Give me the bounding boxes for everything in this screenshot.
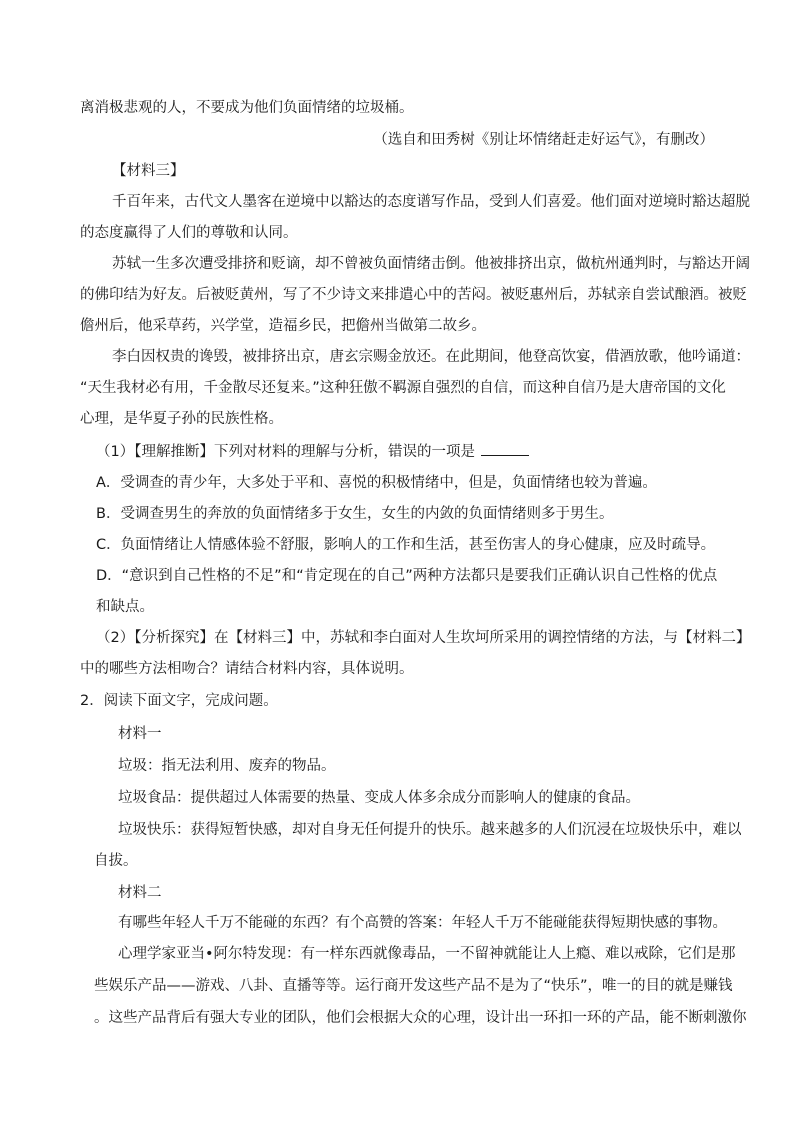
text-line: 儋州后，他采草药，兴学堂，造福乡民，把儋州当做第二故乡。 bbox=[80, 318, 486, 334]
question-1 bbox=[96, 441, 529, 462]
option-d-continued: 和缺点。 bbox=[96, 599, 154, 615]
text-line: “天生我材必有用，千金散尽还复来。”这种狂傲不羁源自强烈的自信，而这种自信乃是大唐帝国的文化 bbox=[80, 380, 726, 396]
text-line: 的态度赢得了人们的尊敬和认同。 bbox=[80, 225, 298, 241]
text-line: 李白因权贵的谗毁，被排挤出京，唐玄宗赐金放还。在此期间，他登高饮宴，借酒放歌，他吟诵道： bbox=[112, 349, 750, 365]
text-line: 心理学家亚当•阿尔特发现：有一样东西就像毒品，一不留神就能让人上瘾、难以戒除，它们是那 bbox=[118, 946, 736, 962]
question-2: （2）【分析探究】在【材料三】中，苏轼和李白面对人生坎坷所采用的调控情绪的方法，与【材料二】 bbox=[96, 630, 751, 646]
text-line: 苏轼一生多次遭受排挤和贬谪，却不曾被负面情绪击倒。他被排挤出京，做杭州通判时，与豁达开阔 bbox=[112, 256, 750, 272]
option-a: A．受调查的青少年，大多处于平和、喜悦的积极情绪中，但是，负面情绪也较为普遍。 bbox=[96, 475, 657, 491]
question-1-text: （1）【理解推断】下列对材料的理解与分析，错误的一项是 bbox=[96, 444, 475, 460]
text-line: 垃圾：指无法利用、废弃的物品。 bbox=[118, 758, 336, 774]
text-line: 垃圾快乐：获得短暂快感，却对自身无任何提升的快乐。越来越多的人们沉浸在垃圾快乐中，难以 bbox=[118, 822, 742, 838]
problem-2-heading: 2．阅读下面文字，完成问题。 bbox=[80, 693, 278, 709]
text-line: 自拔。 bbox=[94, 853, 138, 869]
text-line: 垃圾食品：提供超过人体需要的热量、变成人体多余成分而影响人的健康的食品。 bbox=[118, 790, 640, 806]
text-line: 离消极悲观的人，不要成为他们负面情绪的垃圾桶。 bbox=[80, 100, 414, 116]
text-line: 。这些产品背后有强大专业的团队，他们会根据大众的心理，设计出一环扣一环的产品，能不断刺激你 bbox=[94, 1010, 747, 1026]
option-c: C．负面情绪让人情感体验不舒服，影响人的工作和生活，甚至伤害人的身心健康，应及时疏导。 bbox=[96, 537, 716, 553]
text-line: 些娱乐产品——游戏、八卦、直播等等。运行商开发这些产品不是为了“快乐”，唯一的目的就是赚钱 bbox=[94, 978, 733, 994]
text-line: 心理，是华夏子孙的民族性格。 bbox=[80, 411, 283, 427]
answer-blank[interactable] bbox=[481, 441, 529, 456]
source-citation: （选自和田秀树《别让坏情绪赶走好运气》，有删改） bbox=[373, 132, 714, 148]
section-heading-material-3: 【材料三】 bbox=[112, 163, 185, 179]
text-line: 的佛印结为好友。后被贬黄州，写了不少诗文来排遣心中的苦闷。被贬惠州后，苏轼亲自尝试酿酒。被贬 bbox=[80, 287, 747, 303]
material-2-heading: 材料二 bbox=[118, 885, 162, 901]
question-2-continued: 中的哪些方法相吻合？请结合材料内容，具体说明。 bbox=[80, 661, 414, 677]
option-d: D．“意识到自己性格的不足”和“肯定现在的自己”两种方法都只是要我们正确认识自己性格的优点 bbox=[96, 568, 718, 584]
text-line: 千百年来，古代文人墨客在逆境中以豁达的态度谱写作品，受到人们喜爱。他们面对逆境时豁达超脱 bbox=[112, 194, 750, 210]
text-line: 有哪些年轻人千万不能碰的东西？有个高赞的答案：年轻人千万不能碰能获得短期快感的事物。 bbox=[118, 915, 727, 931]
material-1-heading: 材料一 bbox=[118, 726, 162, 742]
option-b: B．受调查男生的奔放的负面情绪多于女生，女生的内敛的负面情绪则多于男生。 bbox=[96, 506, 614, 522]
